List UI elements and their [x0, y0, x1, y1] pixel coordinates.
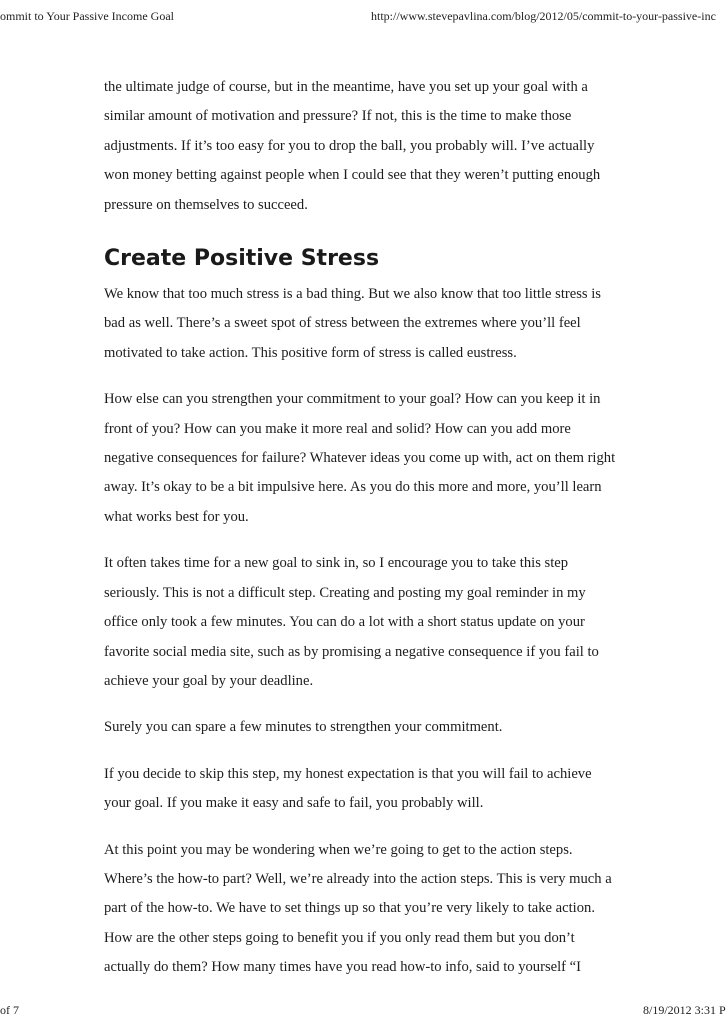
text-line: similar amount of motivation and pressure? If not, this is the time to make those: [104, 108, 572, 125]
text-line: negative consequences for failure? Whatever ideas you come up with, act on them right: [104, 450, 616, 467]
text-line: pressure on themselves to succeed.: [104, 196, 308, 213]
text-line: If you decide to skip this step, my honest expectation is that you will fail to achieve: [104, 765, 592, 782]
text-line: what works best for you.: [104, 508, 249, 525]
text-line: actually do them? How many times have you read how-to info, said to yourself “I: [104, 959, 582, 976]
text-line: achieve your goal by your deadline.: [104, 672, 314, 689]
paragraph: [104, 549, 634, 696]
paragraph: [104, 760, 634, 819]
text-line: motivated to take action. This positive form of stress is called eustress.: [104, 344, 517, 361]
print-header: [0, 0, 728, 30]
text-line: Where’s the how-to part? Well, we’re already into the action steps. This is very much a: [104, 870, 612, 887]
text-line: How else can you strengthen your commitment to your goal? How can you keep it in: [104, 391, 601, 408]
text-line: office only took a few minutes. You can do a lot with a short status update on your: [104, 614, 585, 631]
text-line: Surely you can spare a few minutes to strengthen your commitment.: [104, 719, 503, 736]
section-heading: Create Positive Stress: [104, 246, 380, 272]
text-line: front of you? How can you make it more real and solid? How can you add more: [104, 420, 571, 437]
text-line: At this point you may be wondering when we’re going to get to the action steps.: [104, 841, 573, 858]
text-line: your goal. If you make it easy and safe to fail, you probably will.: [104, 795, 484, 812]
page-title: ommit to Your Passive Income Goal: [0, 9, 174, 23]
intro-paragraph: [104, 73, 634, 220]
paragraph: [104, 713, 634, 742]
text-line: away. It’s okay to be a bit impulsive here. As you do this more and more, you’ll learn: [104, 479, 602, 496]
page-number: of 7: [0, 1003, 19, 1017]
print-datetime: 8/19/2012 3:31 P: [643, 1003, 726, 1017]
text-line: It often takes time for a new goal to sink in, so I encourage you to take this step: [104, 555, 569, 572]
text-line: adjustments. If it’s too easy for you to drop the ball, you probably will. I’ve actually: [104, 137, 595, 154]
paragraph: [104, 836, 634, 983]
text-line: won money betting against people when I could see that they weren’t putting enough: [104, 167, 601, 184]
paragraph: [104, 280, 634, 368]
article-body: [104, 73, 634, 1000]
text-line: part of the how-to. We have to set things up so that you’re very likely to take action.: [104, 900, 595, 917]
text-line: bad as well. There’s a sweet spot of stress between the extremes where you’ll feel: [104, 315, 581, 332]
page-url: http://www.stevepavlina.com/blog/2012/05/commit-to-your-passive-inc: [371, 9, 716, 23]
paragraph: [104, 385, 634, 532]
print-footer: [0, 1003, 728, 1023]
text-line: How are the other steps going to benefit you if you only read them but you don’t: [104, 929, 575, 946]
text-line: seriously. This is not a difficult step. Creating and posting my goal reminder in my: [104, 584, 586, 601]
text-line: the ultimate judge of course, but in the meantime, have you set up your goal with a: [104, 79, 588, 95]
text-line: We know that too much stress is a bad thing. But we also know that too little stress is: [104, 286, 601, 303]
text-line: favorite social media site, such as by promising a negative consequence if you fail to: [104, 643, 599, 660]
